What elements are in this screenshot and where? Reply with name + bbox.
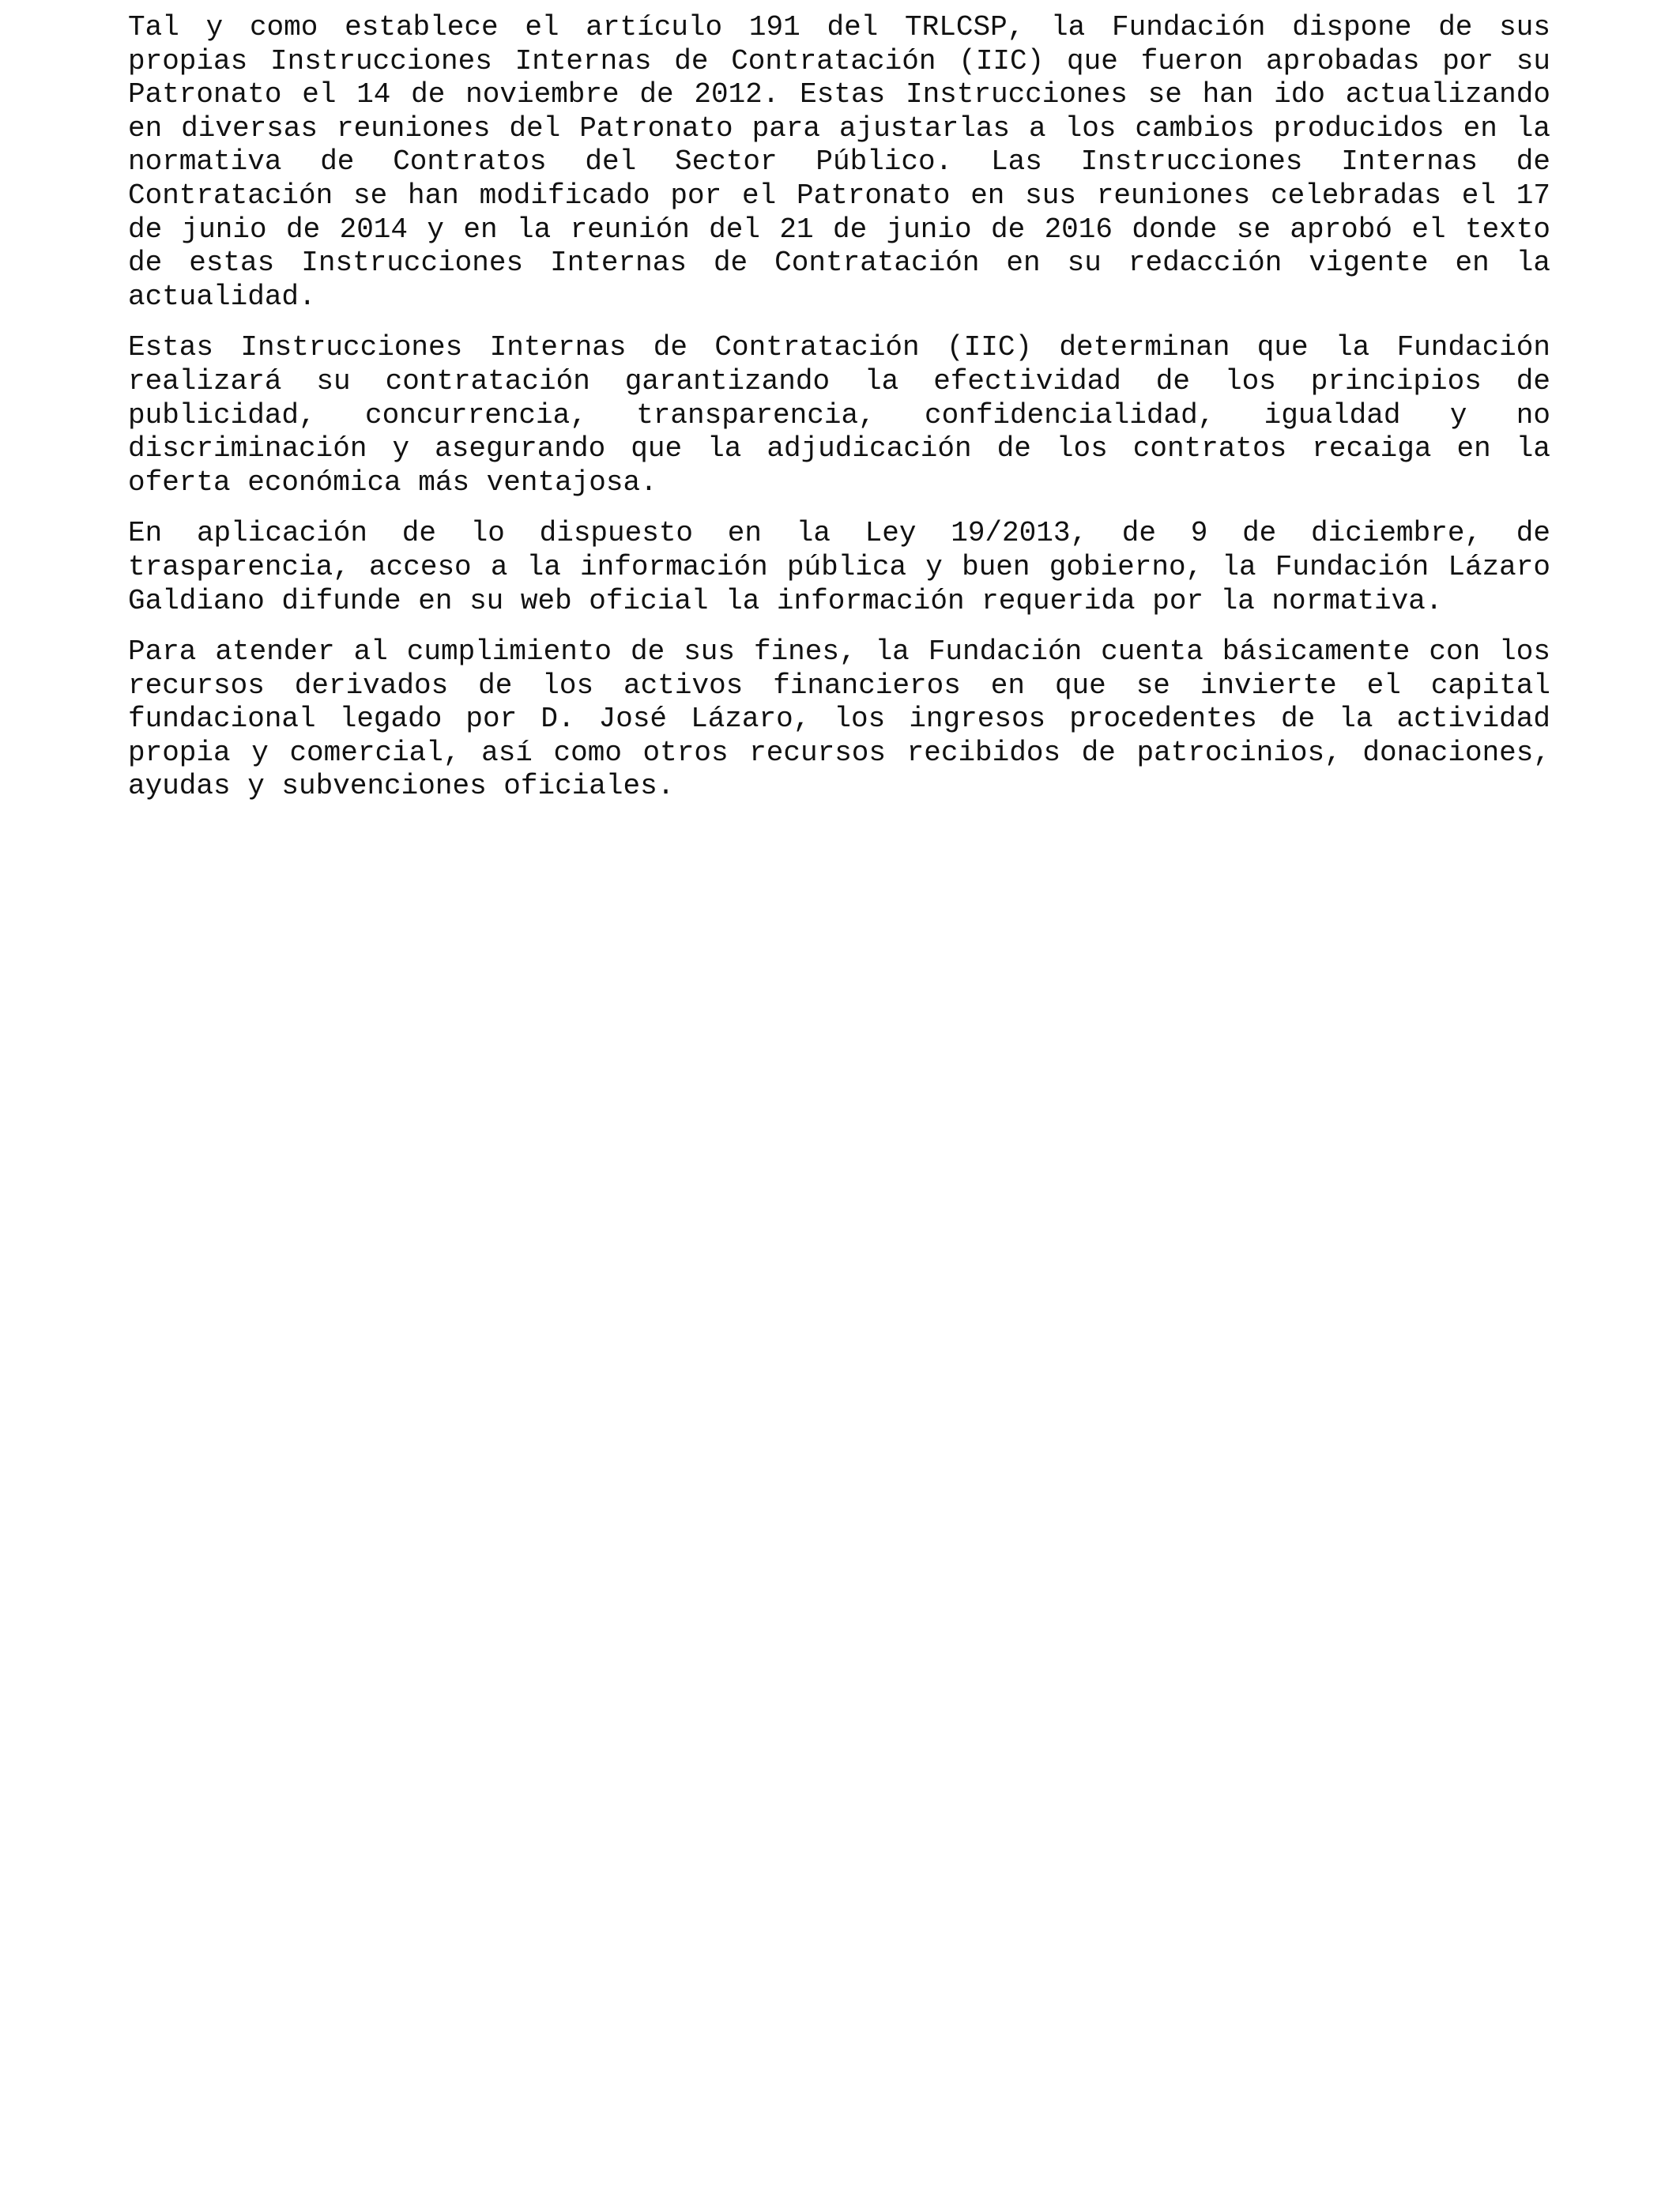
paragraph-recursos-financieros: Para atender al cumplimiento de sus fines, la Fundación cuenta básicamente con los recursos derivados de los activos financieros en que se invierte el capital fundacional legado por D. José Lázaro, los ingresos procedentes de la actividad propia y comercial, así como otros recursos recibidos de patrocinios, donaciones, ayudas y subvenciones oficiales.	[128, 635, 1550, 803]
paragraph-contratacion-iic: Tal y como establece el artículo 191 del TRLCSP, la Fundación dispone de sus propias Instrucciones Internas de Contratación (IIC) que fueron aprobadas por su Patronato el 14 de noviembre de 2012. Estas Instrucciones se han ido actualizando en diversas reuniones del Patronato para ajustarlas a los cambios producidos en la normativa de Contratos del Sector Público. Las Instrucciones Internas de Contratación se han modificado por el Patronato en sus reuniones celebradas el 17 de junio de 2014 y en la reunión del 21 de junio de 2016 donde se aprobó el texto de estas Instrucciones Internas de Contratación en su redacción vigente en la actualidad.	[128, 11, 1550, 313]
paragraph-principios-contratacion: Estas Instrucciones Internas de Contratación (IIC) determinan que la Fundación realizará su contratación garantizando la efectividad de los principios de publicidad, concurrencia, transparencia, confidencialidad, igualdad y no discriminación y asegurando que la adjudicación de los contratos recaiga en la oferta económica más ventajosa.	[128, 331, 1550, 499]
paragraph-transparencia: En aplicación de lo dispuesto en la Ley 19/2013, de 9 de diciembre, de trasparencia, acceso a la información pública y buen gobierno, la Fundación Lázaro Galdiano difunde en su web oficial la información requerida por la normativa.	[128, 517, 1550, 617]
document-body	[128, 11, 1550, 821]
